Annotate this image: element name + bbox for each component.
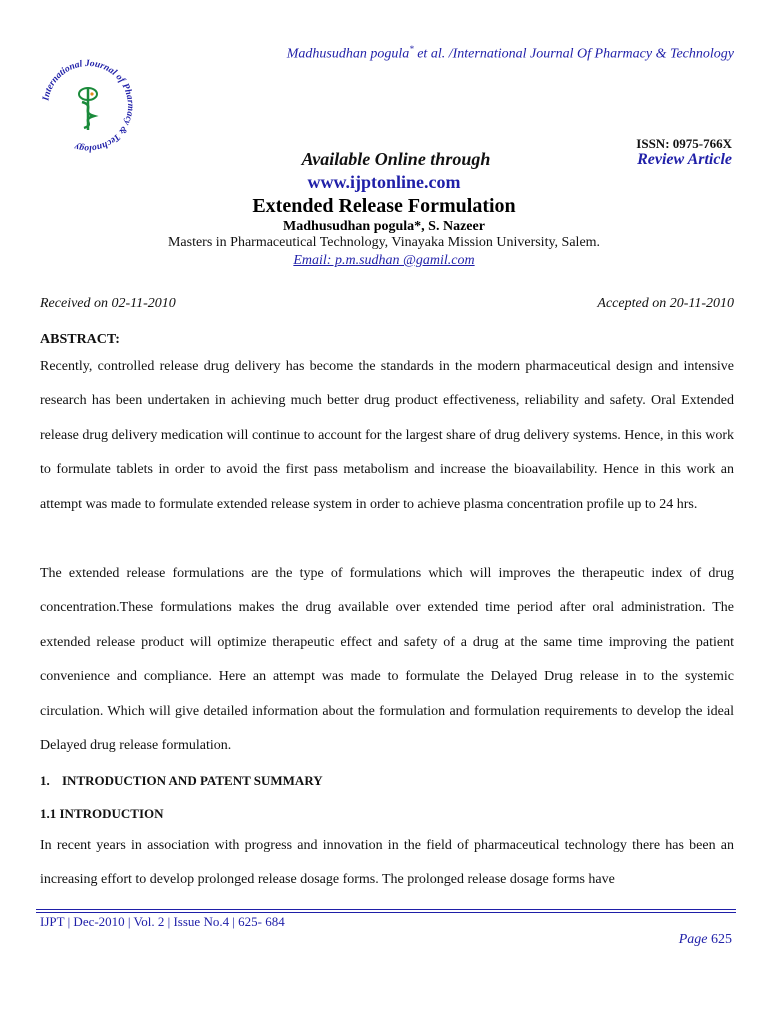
abstract-paragraph-2: The extended release formulations are the type of formulations which will improves the therapeutic index of drug concentration.These formulations makes the drug available over extended time period after oral administration. The extended release product will optimize therapeutic effect and safety of a drug at the same time improving the patient convenience and compliance. Here an attempt was made to formulate the Delayed Drug release in to the systemic circulation. Which will give detailed information about the formulation and formulation requirements to develop the ideal Delayed drug release formulation. [40, 566, 734, 754]
affiliation: Masters in Pharmaceutical Technology, Vinayaka Mission University, Salem. [167, 235, 601, 250]
page-number-value: 625 [711, 932, 732, 947]
email-link[interactable]: Email: p.m.sudhan @gamil.com [293, 253, 475, 268]
section-number: 1. [40, 773, 50, 788]
received-date: Received on 02-11-2010 [40, 296, 176, 311]
page-label: Page [678, 932, 708, 947]
article-type: Review Article [637, 151, 732, 168]
running-head-star: * [409, 44, 414, 54]
footer-citation: IJPT | Dec-2010 | Vol. 2 | Issue No.4 | 625- 684 [40, 914, 285, 929]
section-title: INTRODUCTION AND PATENT SUMMARY [62, 773, 323, 788]
caduceus-icon [79, 88, 97, 130]
article-title: Extended Release Formulation [252, 195, 516, 217]
page-number [679, 932, 732, 948]
abstract-paragraph-1: Recently, controlled release drug delivery has become the standards in the modern pharmaceutical design and intensive research has been undertaken in achieving much better drug product effectiveness, reliability and safety. Oral Extended release drug delivery medication will continue to account for the largest share of drug delivery systems. Hence, in this work to formulate tablets in order to avoid the first pass metabolism and increase the bioavailability. Hence in this work an attempt was made to formulate extended release system in order to achieve plasma concentration profile up to 24 hrs. [40, 359, 734, 512]
intro-paragraph: In recent years in association with progress and innovation in the field of pharmaceutical technology there has been an increasing effort to develop prolonged release dosage forms. The prolonged release dosage forms have [40, 838, 734, 888]
abstract-heading: ABSTRACT: [40, 332, 120, 347]
subsection-heading: 1.1 INTRODUCTION [40, 806, 164, 821]
issn: ISSN: 0975-766X [636, 136, 732, 151]
section-heading [40, 773, 323, 789]
footer-rule-top [36, 909, 736, 910]
running-head [287, 44, 734, 63]
journal-website-link[interactable]: www.ijptonline.com [307, 172, 461, 192]
journal-logo [34, 52, 142, 160]
logo-ring-text: International Journal of Pharmacy & Technology [41, 58, 136, 154]
accepted-date: Accepted on 20-11-2010 [597, 296, 734, 311]
author-list: Madhusudhan pogula*, S. Nazeer [283, 219, 485, 234]
available-online: Available Online through [301, 149, 491, 169]
footer-rule-bottom [36, 912, 736, 913]
running-head-author: Madhusudhan pogula [286, 46, 410, 62]
running-head-rest: et al. /International Journal Of Pharmacy & Technology [413, 46, 734, 62]
